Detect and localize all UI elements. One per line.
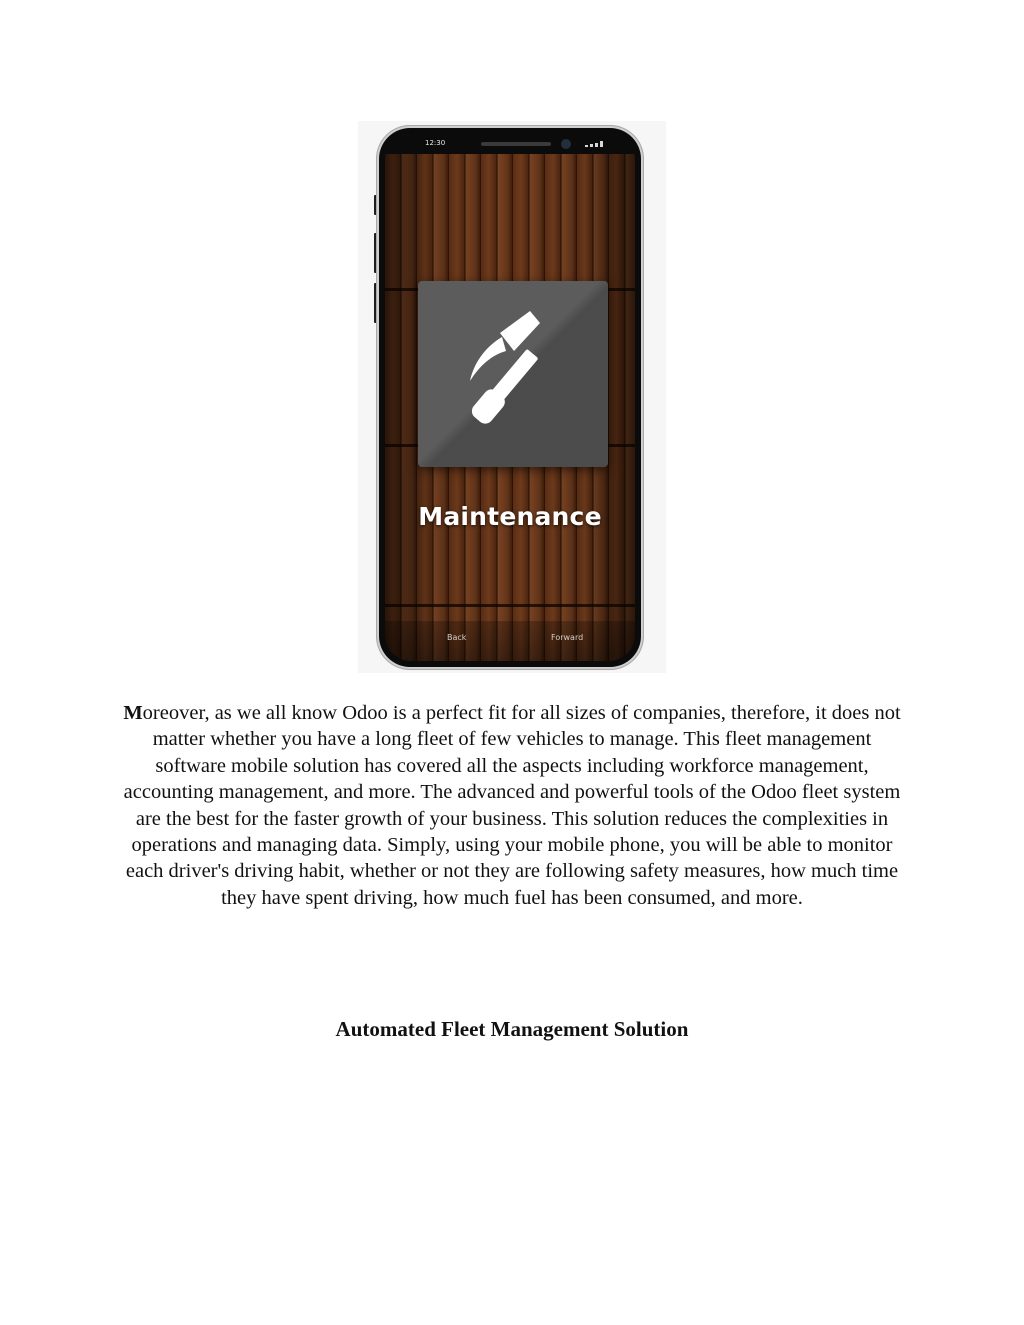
phone-mockup-image	[358, 121, 666, 673]
phone-frame	[376, 125, 644, 670]
earpiece-speaker	[481, 142, 551, 146]
phone-screen	[385, 134, 635, 661]
bottom-navigation	[385, 621, 635, 661]
dropcap-letter: M	[123, 702, 143, 724]
hammer-icon	[448, 307, 583, 442]
section-heading: Automated Fleet Management Solution	[335, 1017, 689, 1041]
status-time: 12:30	[425, 139, 446, 147]
app-title: Maintenance	[418, 502, 602, 531]
front-camera-icon	[561, 139, 571, 149]
phone-bezel	[379, 128, 641, 667]
status-bar	[385, 134, 635, 154]
body-paragraph	[118, 700, 906, 911]
forward-button[interactable]: Forward	[551, 633, 584, 642]
paragraph-text: oreover, as we all know Odoo is a perfect fit for all sizes of companies, therefore, it does not matter whether you have a long fleet of few vehicles to manage. This fleet management software mobile solution has covered all the aspects including workforce management, accounting management, and more. The advanced and powerful tools of the Odoo fleet system are the best for the faster growth of your business. This solution reduces the complexities in operations and managing data. Simply, using your mobile phone, you will be able to monitor each driver's driving habit, whether or not they are following safety measures, how much time they have spent driving, how much fuel has been consumed, and more.	[123, 702, 901, 909]
signal-icon	[585, 141, 607, 147]
maintenance-app-tile[interactable]	[418, 281, 608, 467]
back-button[interactable]: Back	[447, 633, 467, 642]
